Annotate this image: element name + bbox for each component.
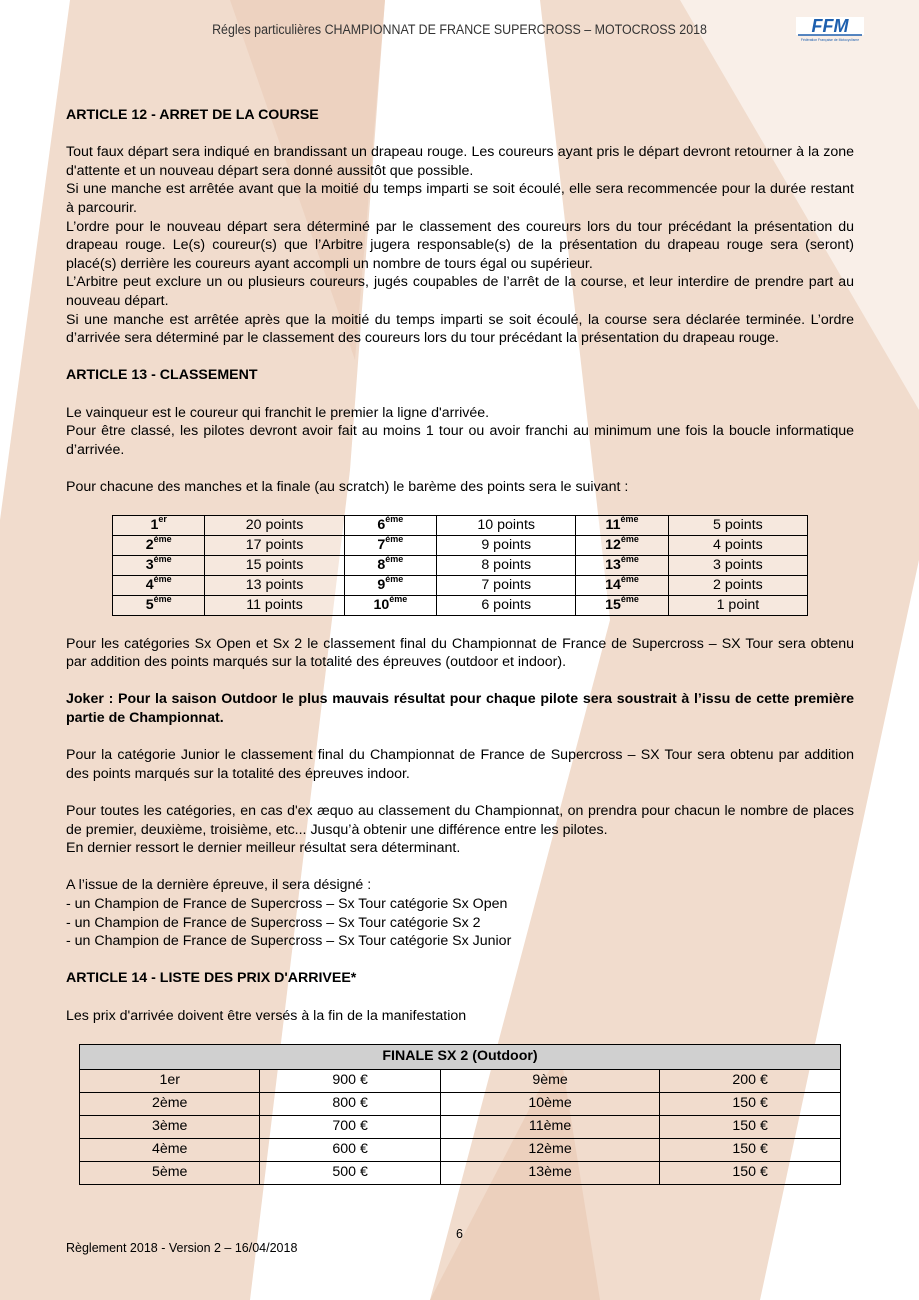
rank-cell: 10ème bbox=[344, 596, 437, 616]
svg-text:Fédération Française de Motocy: Fédération Française de Motocyclisme bbox=[800, 38, 860, 42]
points-table bbox=[112, 515, 808, 616]
article-14-heading: ARTICLE 14 - LISTE DES PRIX D'ARRIVEE* bbox=[66, 970, 357, 987]
champion-item: - un Champion de France de Supercross – Sx Tour catégorie Sx Junior bbox=[66, 933, 512, 950]
junior-classification: Pour la catégorie Junior le classement final du Championnat de France de Supercross – SX Tour sera obtenu par addition des points marqués sur la totalité des épreuves indoor. bbox=[66, 747, 854, 782]
prize-row bbox=[80, 1069, 841, 1092]
prize-rank-cell: 12ème bbox=[440, 1138, 659, 1161]
champions-intro: A l’issue de la dernière épreuve, il sera désigné : bbox=[66, 877, 372, 894]
rank-cell: 11ème bbox=[576, 516, 669, 536]
prize-rank-cell: 2ème bbox=[80, 1092, 260, 1115]
svg-text:FFM: FFM bbox=[811, 16, 849, 36]
prize-amount-cell: 900 € bbox=[260, 1069, 440, 1092]
rank-cell: 7ème bbox=[344, 536, 437, 556]
prize-amount-cell: 500 € bbox=[260, 1161, 440, 1184]
rank-cell: 1er bbox=[113, 516, 205, 536]
champion-item: - un Champion de France de Supercross – Sx Tour catégorie Sx 2 bbox=[66, 914, 481, 931]
prize-amount-cell: 200 € bbox=[660, 1069, 841, 1092]
points-cell: 17 points bbox=[205, 536, 344, 556]
prize-row bbox=[80, 1138, 841, 1161]
article-12-paragraph: L’Arbitre peut exclure un ou plusieurs coureurs, jugés coupables de l’arrêt de la course, et leur interdire de prendre part au nouveau départ. bbox=[66, 274, 854, 309]
prize-amount-cell: 600 € bbox=[260, 1138, 440, 1161]
page-number: 6 bbox=[456, 1227, 463, 1241]
points-cell: 3 points bbox=[668, 556, 807, 576]
open-sx2-classification: Pour les catégories Sx Open et Sx 2 le classement final du Championnat de France de Supercross – SX Tour sera obtenu par addition des points marqués sur la totalité des épreuves (outdoor et indoor). bbox=[66, 635, 854, 671]
article-12-paragraph: L’ordre pour le nouveau départ sera déterminé par le classement des coureurs lors du tour précédant la présentation du drapeau rouge. Le(s) coureur(s) que l’Arbitre jugera responsable(s) de la présentation du drapeau rouge sera (seront) placé(s) derrière les coureurs ayant accompli un nombre de tours égal ou supérieur. bbox=[66, 218, 854, 272]
rank-cell: 5ème bbox=[113, 596, 205, 616]
prize-row bbox=[80, 1092, 841, 1115]
prize-amount-cell: 150 € bbox=[660, 1115, 841, 1138]
prize-amount-cell: 150 € bbox=[660, 1138, 841, 1161]
points-cell: 4 points bbox=[668, 536, 807, 556]
article-12-paragraph: Si une manche est arrêtée après que la moitié du temps imparti se soit écoulé, la course sera déclarée terminée. L’ordre d’arrivée sera déterminé par le classement des coureurs lors du tour précédant la présentation du drapeau rouge. bbox=[66, 311, 854, 347]
rank-cell: 15ème bbox=[576, 596, 669, 616]
article-13-heading: ARTICLE 13 - CLASSEMENT bbox=[66, 367, 258, 384]
points-cell: 7 points bbox=[437, 576, 576, 596]
article-12-paragraph: Si une manche est arrêtée avant que la moitié du temps imparti se soit écoulé, elle sera recommencée pour la durée restant à parcourir. bbox=[66, 181, 854, 216]
ex-aequo-rule: En dernier ressort le dernier meilleur résultat sera déterminant. bbox=[66, 840, 461, 857]
points-cell: 20 points bbox=[205, 516, 344, 536]
rank-cell: 9ème bbox=[344, 576, 437, 596]
rank-cell: 12ème bbox=[576, 536, 669, 556]
champion-item: - un Champion de France de Supercross – Sx Tour catégorie Sx Open bbox=[66, 895, 508, 912]
points-row bbox=[113, 576, 808, 596]
header-title: Régles particulières CHAMPIONNAT DE FRANCE SUPERCROSS – MOTOCROSS 2018 bbox=[212, 22, 707, 37]
prize-table-title: FINALE SX 2 (Outdoor) bbox=[80, 1044, 841, 1069]
article-13-intro: Le vainqueur est le coureur qui franchit le premier la ligne d'arrivée. bbox=[66, 404, 490, 421]
points-cell: 9 points bbox=[437, 536, 576, 556]
prize-row bbox=[80, 1161, 841, 1184]
prize-rank-cell: 1er bbox=[80, 1069, 260, 1092]
rank-cell: 3ème bbox=[113, 556, 205, 576]
points-row bbox=[113, 516, 808, 536]
prize-rank-cell: 10ème bbox=[440, 1092, 659, 1115]
points-cell: 8 points bbox=[437, 556, 576, 576]
points-row bbox=[113, 556, 808, 576]
prize-amount-cell: 150 € bbox=[660, 1161, 841, 1184]
article-12-paragraph: Tout faux départ sera indiqué en brandissant un drapeau rouge. Les coureurs ayant pris le départ devront retourner à la zone d'attente et un nouveau départ sera donné aussitôt que possible. bbox=[66, 144, 854, 179]
joker-rule: Joker : Pour la saison Outdoor le plus mauvais résultat pour chaque pilote sera soustrait à l’issu de cette première partie de Championnat. bbox=[66, 691, 854, 727]
rank-cell: 14ème bbox=[576, 576, 669, 596]
rank-cell: 4ème bbox=[113, 576, 205, 596]
prize-rank-cell: 3ème bbox=[80, 1115, 260, 1138]
points-cell: 5 points bbox=[668, 516, 807, 536]
rank-cell: 6ème bbox=[344, 516, 437, 536]
prize-table bbox=[79, 1044, 841, 1185]
points-cell: 15 points bbox=[205, 556, 344, 576]
points-cell: 10 points bbox=[437, 516, 576, 536]
prize-row bbox=[80, 1115, 841, 1138]
points-cell: 6 points bbox=[437, 596, 576, 616]
prize-rank-cell: 13ème bbox=[440, 1161, 659, 1184]
ex-aequo-rule: Pour toutes les catégories, en cas d'ex æquo au classement du Championnat, on prendra pour chacun le nombre de places de premier, deuxième, troisième, etc... Jusqu’à obtenir une différence entre les pilotes. bbox=[66, 803, 854, 838]
points-cell: 2 points bbox=[668, 576, 807, 596]
prize-amount-cell: 150 € bbox=[660, 1092, 841, 1115]
article-12-heading: ARTICLE 12 - ARRET DE LA COURSE bbox=[66, 107, 319, 123]
prize-rank-cell: 11ème bbox=[440, 1115, 659, 1138]
points-cell: 1 point bbox=[668, 596, 807, 616]
prize-rank-cell: 9ème bbox=[440, 1069, 659, 1092]
prize-rank-cell: 5ème bbox=[80, 1161, 260, 1184]
points-row bbox=[113, 596, 808, 616]
rank-cell: 8ème bbox=[344, 556, 437, 576]
prize-amount-cell: 700 € bbox=[260, 1115, 440, 1138]
main-content bbox=[66, 106, 854, 1185]
points-scale-intro: Pour chacune des manches et la finale (au scratch) le barème des points sera le suivant : bbox=[66, 478, 629, 495]
article-13-intro: Pour être classé, les pilotes devront avoir fait au moins 1 tour ou avoir franchi au minimum une fois la boucle informatique d’arrivée. bbox=[66, 423, 854, 458]
points-cell: 11 points bbox=[205, 596, 344, 616]
article-14-intro: Les prix d'arrivée doivent être versés à la fin de la manifestation bbox=[66, 1007, 467, 1024]
footer-version: Règlement 2018 - Version 2 – 16/04/2018 bbox=[66, 1241, 298, 1255]
ffm-logo-icon bbox=[796, 14, 864, 44]
prize-amount-cell: 800 € bbox=[260, 1092, 440, 1115]
rank-cell: 13ème bbox=[576, 556, 669, 576]
points-row bbox=[113, 536, 808, 556]
points-cell: 13 points bbox=[205, 576, 344, 596]
prize-rank-cell: 4ème bbox=[80, 1138, 260, 1161]
rank-cell: 2ème bbox=[113, 536, 205, 556]
